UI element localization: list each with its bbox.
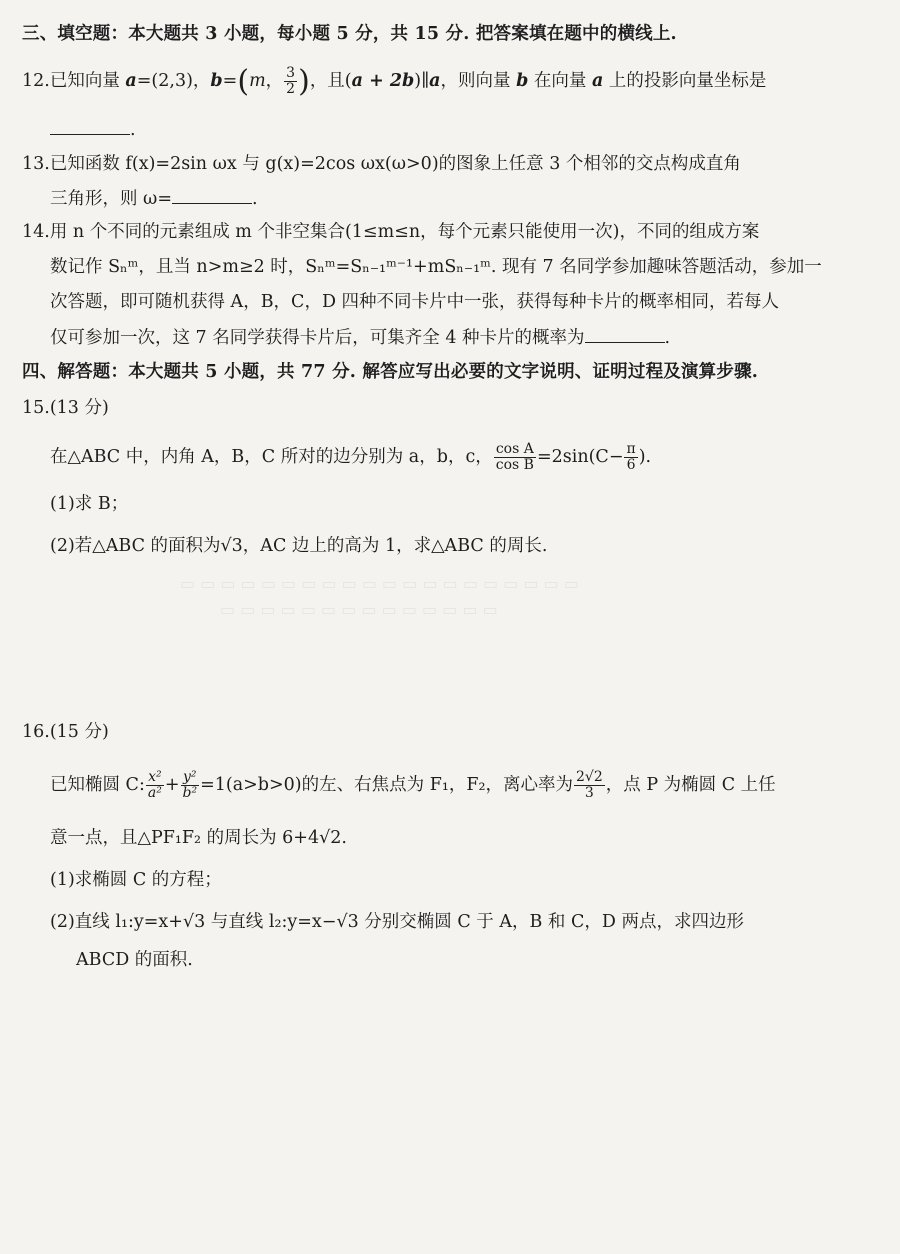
question-15-number: 15.(13 分) — [22, 398, 109, 418]
q16-x-fraction: $\frac{\text{x²}}{\text{a²}}$ — [147, 769, 162, 801]
q12-text-a: 已知向量 — [49, 71, 120, 91]
q12-fraction: $\frac{3}{2}$ — [286, 65, 296, 97]
q16-eccentricity-fraction: $\frac{2√2}{3}$ — [576, 769, 603, 801]
q13-line-2-text: 三角形，则 ω= — [50, 189, 172, 209]
q14-line-4-end: . — [664, 328, 671, 348]
question-12: 12.已知向量 a=(2,3)，b=(m， $\frac{3}{2}$ )，且(a + 2b)∥a，则向量 b 在向量 a 上的投影向量坐标是 — [22, 64, 767, 99]
q16-stem-1-text: 已知椭圆 C: — [50, 775, 145, 795]
q16-stem-1 — [50, 770, 776, 801]
bleed-through-mark: ▭ ▭ ▭ ▭ ▭ ▭ ▭ ▭ ▭ ▭ ▭ ▭ ▭ ▭ ▭ ▭ ▭ ▭ ▭ ▭ — [180, 574, 579, 593]
q12-answer-blank[interactable] — [50, 116, 130, 135]
q14-line-4 — [50, 324, 670, 350]
q15-cos-fraction: $\frac{\text{cos A}}{\text{cos B}}$ — [495, 441, 534, 473]
q12-parallel: )∥ — [414, 71, 430, 91]
q15-stem — [50, 442, 651, 473]
section-3-heading: 三、填空题：本大题共 3 小题，每小题 5 分，共 15 分. 把答案填在题中的横线上. — [22, 24, 677, 44]
q12-b-eq: = — [222, 71, 238, 91]
q13-line-1: 已知函数 f(x)=2sin ωx 与 g(x)=2cos ωx(ω>0)的图象上任意 3 个相邻的交点构成直角 — [49, 154, 741, 174]
q14-answer-blank[interactable] — [585, 324, 665, 343]
q13-answer-blank[interactable] — [172, 185, 252, 204]
question-14-number: 14. — [22, 222, 50, 242]
q15-part-2: (2)若△ABC 的面积为√3，AC 边上的高为 1，求△ABC 的周长. — [50, 536, 548, 556]
q12-condition: a + 2b — [351, 71, 415, 91]
q15-stem-text: 在△ABC 中，内角 A，B，C 所对的边分别为 a，b，c， — [50, 447, 493, 467]
q12-text-b: ，且( — [309, 71, 352, 91]
question-14 — [22, 220, 759, 244]
q12-text-d: 在向量 — [533, 71, 587, 91]
q15-stem-end: ). — [638, 447, 652, 467]
q14-line-2: 数记作 Sₙᵐ，且当 n>m≥2 时，Sₙᵐ=Sₙ₋₁ᵐ⁻¹+mSₙ₋₁ᵐ. 现有 7 名同学参加趣味答题活动，参加一 — [50, 257, 822, 277]
question-16-number: 16.(15 分) — [22, 722, 109, 742]
question-13-number: 13. — [22, 154, 50, 174]
q16-stem-2: 意一点，且△PF₁F₂ 的周长为 6+4√2. — [50, 828, 347, 848]
q13-line-2-end: . — [252, 189, 258, 209]
q16-part-1: (1)求椭圆 C 的方程； — [50, 870, 222, 890]
q14-line-4-text: 仅可参加一次，这 7 名同学获得卡片后，可集齐全 4 种卡片的概率为 — [50, 328, 585, 348]
q12-answer-line: . — [50, 116, 136, 142]
q12-text-c: ，则向量 — [440, 71, 511, 91]
q16-part-2-line-1: (2)直线 l₁:y=x+√3 与直线 l₂:y=x−√3 分别交椭圆 C 于 A，B 和 C，D 两点，求四边形 — [50, 912, 744, 932]
q12-a-value: =(2,3)， — [136, 71, 211, 91]
q12-m: m — [249, 71, 266, 91]
q16-y-fraction: $\frac{\text{y²}}{\text{b²}}$ — [182, 769, 198, 801]
q14-line-3: 次答题，即可随机获得 A，B，C，D 四种不同卡片中一张，获得每种卡片的概率相同，若每人 — [50, 292, 780, 312]
question-12-number: 12. — [22, 71, 50, 91]
q15-part-1: (1)求 B； — [50, 494, 129, 514]
q12-text-e: 上的投影向量坐标是 — [608, 71, 767, 91]
q16-stem-1-mid: =1(a>b>0)的左、右焦点为 F₁，F₂，离心率为 — [200, 775, 574, 795]
q15-pi-fraction: $\frac{\pi}{6}$ — [626, 441, 636, 473]
q16-part-2-line-2: ABCD 的面积. — [76, 950, 193, 970]
q15-stem-mid: =2sin(C− — [536, 447, 624, 467]
q14-line-1: 用 n 个不同的元素组成 m 个非空集合(1≤m≤n，每个元素只能使用一次)，不同的组成方案 — [49, 222, 760, 242]
question-13 — [22, 152, 741, 176]
bleed-through-mark: ▭ ▭ ▭ ▭ ▭ ▭ ▭ ▭ ▭ ▭ ▭ ▭ ▭ ▭ — [220, 600, 498, 619]
q13-line-2 — [50, 185, 258, 211]
q16-plus: + — [164, 775, 180, 795]
q16-stem-1-end: ，点 P 为椭圆 C 上任 — [605, 775, 776, 795]
section-4-heading: 四、解答题：本大题共 5 小题，共 77 分. 解答应写出必要的文字说明、证明过程及演算步骤. — [22, 362, 759, 382]
